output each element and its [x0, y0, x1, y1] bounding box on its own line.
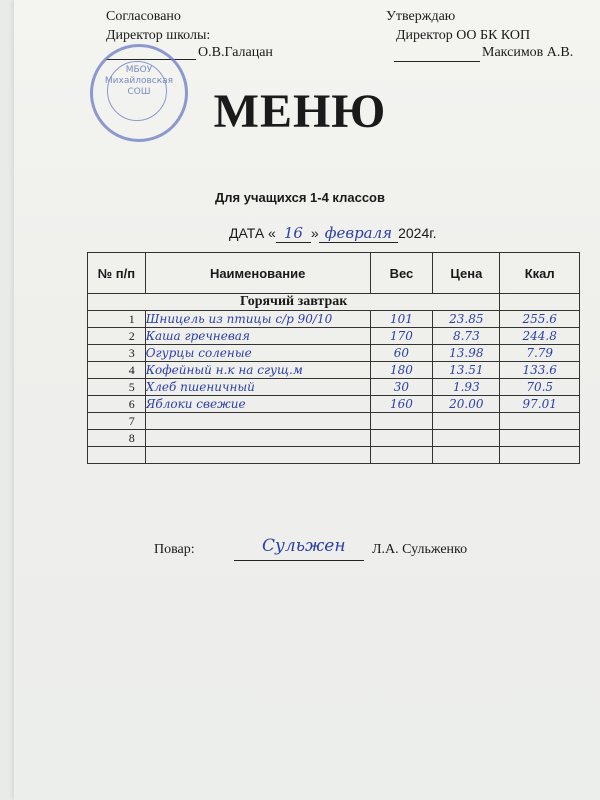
- item-name-cell: Кофейный н.к на сгущ.м: [145, 362, 370, 379]
- date-line: [229, 224, 437, 242]
- director-oo-label: Директор ОО БК КОП: [396, 28, 531, 43]
- item-price-cell: [433, 430, 500, 447]
- row-number-cell: 3: [88, 345, 146, 362]
- item-weight-cell: [370, 413, 433, 430]
- item-price-cell: 1.93: [433, 379, 500, 396]
- table-row: [88, 362, 580, 379]
- confirm-label: Утверждаю: [386, 9, 456, 24]
- cook-label: Повар:: [154, 542, 195, 557]
- stamp-line: МБОУ: [125, 65, 153, 75]
- director-school-name: О.В.Галацан: [198, 45, 273, 60]
- row-number-cell: 8: [88, 430, 146, 447]
- item-price-cell: 23.85: [433, 311, 500, 328]
- col-header-number: № п/п: [88, 253, 146, 294]
- row-number-cell: [88, 447, 146, 464]
- row-number-cell: 2: [88, 328, 146, 345]
- date-suffix: 2024г.: [398, 225, 437, 241]
- row-number-cell: 5: [88, 379, 146, 396]
- col-header-price: Цена: [433, 253, 500, 294]
- cook-signature: Сульжен: [262, 536, 346, 556]
- item-name-cell: Яблоки свежие: [145, 396, 370, 413]
- item-price-cell: 13.98: [433, 345, 500, 362]
- date-month: февраля: [319, 224, 398, 243]
- director-oo-name: Максимов А.В.: [482, 45, 574, 60]
- table-row: [88, 328, 580, 345]
- section-empty-cell: [500, 294, 580, 311]
- col-header-name: Наименование: [145, 253, 370, 294]
- table-row: [88, 447, 580, 464]
- row-number-cell: 7: [88, 413, 146, 430]
- table-row: [88, 413, 580, 430]
- item-name-cell: [145, 447, 370, 464]
- item-price-cell: 13.51: [433, 362, 500, 379]
- item-kcal-cell: 255.6: [500, 311, 580, 328]
- item-weight-cell: 170: [370, 328, 433, 345]
- item-weight-cell: 60: [370, 345, 433, 362]
- item-weight-cell: [370, 447, 433, 464]
- approved-label: Согласовано: [106, 9, 181, 24]
- subtitle: Для учащихся 1-4 классов: [215, 190, 385, 205]
- item-kcal-cell: [500, 447, 580, 464]
- item-name-cell: [145, 413, 370, 430]
- item-price-cell: 20.00: [433, 396, 500, 413]
- item-name-cell: Шницель из птицы с/р 90/10: [145, 311, 370, 328]
- row-number-cell: 4: [88, 362, 146, 379]
- item-weight-cell: 180: [370, 362, 433, 379]
- row-number-cell: 6: [88, 396, 146, 413]
- director-school-label: Директор школы:: [106, 28, 211, 43]
- date-mid: »: [310, 225, 319, 241]
- date-prefix: ДАТА «: [229, 225, 276, 241]
- item-name-cell: [145, 430, 370, 447]
- item-weight-cell: 30: [370, 379, 433, 396]
- stamp-line: СОШ: [127, 87, 151, 97]
- table-row: [88, 345, 580, 362]
- item-weight-cell: [370, 430, 433, 447]
- cook-name: Л.А. Сульженко: [372, 542, 468, 557]
- item-kcal-cell: [500, 413, 580, 430]
- item-price-cell: 8.73: [433, 328, 500, 345]
- item-kcal-cell: 70.5: [500, 379, 580, 396]
- menu-table: [87, 252, 580, 464]
- table-row: [88, 379, 580, 396]
- table-row: [88, 430, 580, 447]
- col-header-kcal: Ккал: [500, 253, 580, 294]
- signature-line-right: [394, 61, 480, 62]
- section-title: Горячий завтрак: [88, 294, 500, 311]
- item-kcal-cell: 7.79: [500, 345, 580, 362]
- item-price-cell: [433, 413, 500, 430]
- date-day: 16: [276, 224, 311, 243]
- item-price-cell: [433, 447, 500, 464]
- item-weight-cell: 101: [370, 311, 433, 328]
- row-number-cell: 1: [88, 311, 146, 328]
- cook-signature-line: [234, 560, 364, 561]
- item-kcal-cell: [500, 430, 580, 447]
- item-weight-cell: 160: [370, 396, 433, 413]
- table-header-row: [88, 253, 580, 294]
- item-kcal-cell: 244.8: [500, 328, 580, 345]
- item-kcal-cell: 97.01: [500, 396, 580, 413]
- item-name-cell: Хлеб пшеничный: [145, 379, 370, 396]
- item-name-cell: Каша гречневая: [145, 328, 370, 345]
- section-row: [88, 294, 580, 311]
- table-row: [88, 396, 580, 413]
- table-row: [88, 311, 580, 328]
- item-name-cell: Огурцы соленые: [145, 345, 370, 362]
- page-title: МЕНЮ: [213, 85, 387, 138]
- stamp-line: Михайловская: [104, 76, 174, 86]
- col-header-weight: Вес: [370, 253, 433, 294]
- item-kcal-cell: 133.6: [500, 362, 580, 379]
